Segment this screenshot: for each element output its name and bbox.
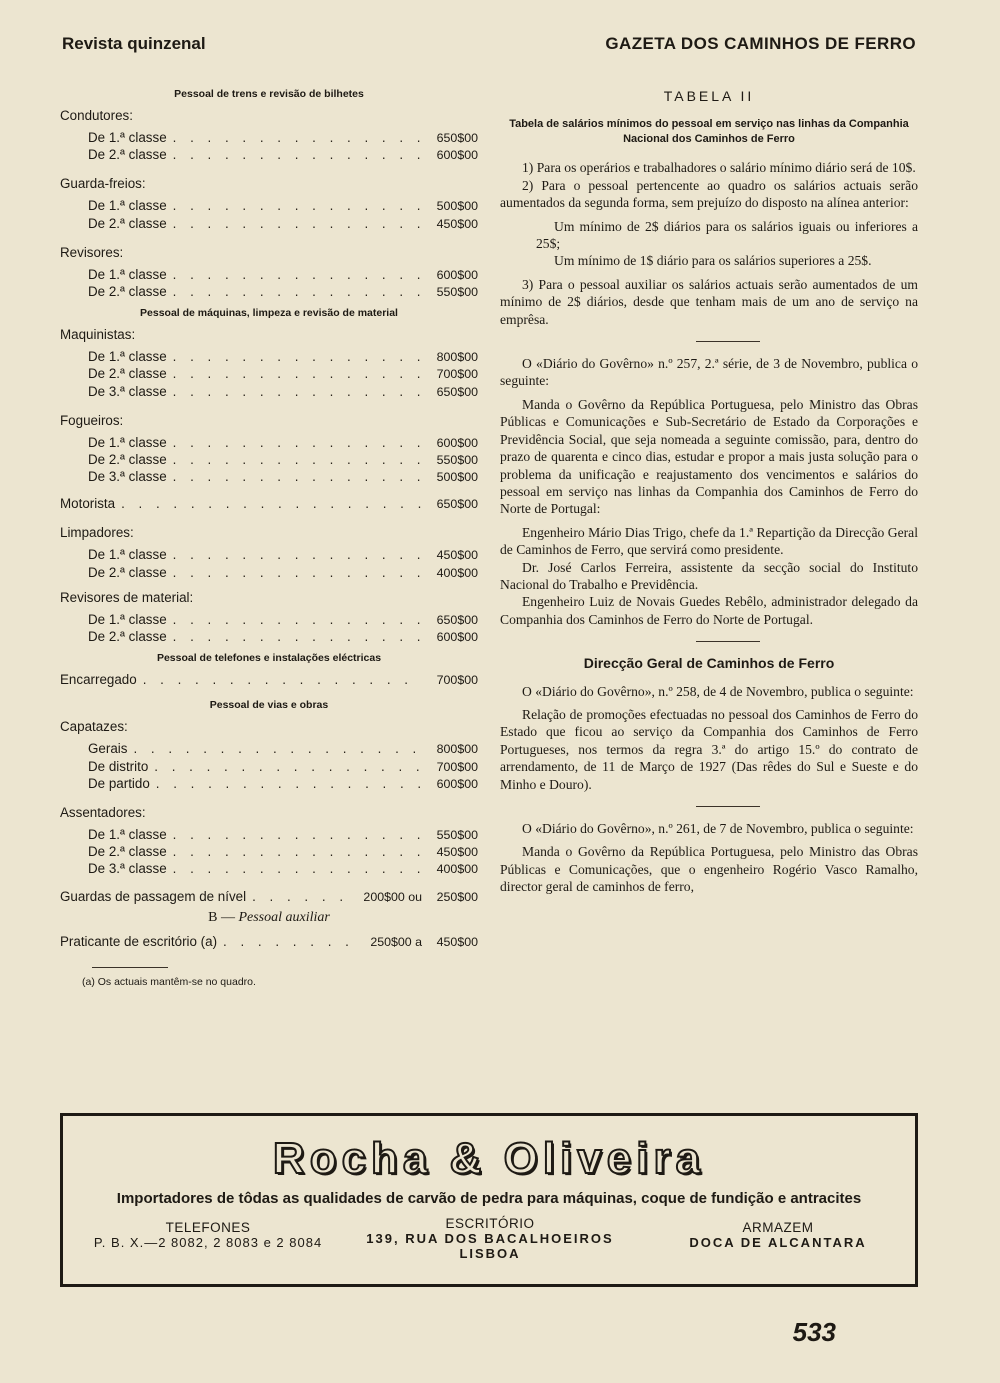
row-label: De 3.ª classe bbox=[88, 383, 167, 399]
row-label: De distrito bbox=[88, 758, 149, 774]
paragraph: O «Diário do Govêrno» n.º 257, 2.ª série, de 3 de Novembro, publica o seguinte: bbox=[500, 356, 918, 389]
row-label: De 1.ª classe bbox=[88, 130, 167, 145]
separator-rule bbox=[696, 806, 760, 807]
leader-dots bbox=[173, 629, 422, 644]
row-value: 700$00 bbox=[436, 367, 478, 382]
section-title: Pessoal de trens e revisão de bilhetes bbox=[174, 88, 364, 100]
row-value: 600$00 bbox=[436, 435, 478, 450]
table-row bbox=[60, 565, 478, 582]
paragraph: Engenheiro Luiz de Novais Guedes Rebêlo, administrador delegado da Companhia dos Caminhos de Ferro do Norte de Portugal. bbox=[500, 594, 918, 627]
row-label: De 2.ª classe bbox=[88, 629, 167, 644]
row-label: De 2.ª classe bbox=[88, 451, 167, 467]
ad-tel-value: P. B. X.—2 8082, 2 8083 e 2 8084 bbox=[93, 1235, 323, 1250]
header-left: Revista quinzenal bbox=[62, 34, 206, 53]
ad-office-address: 139, RUA DOS BACALHOEIROS bbox=[366, 1231, 614, 1246]
paragraph: 3) Para o pessoal auxiliar os salários actuais serão aumentados de um mínimo de 2$ diários, desde que tenham mais de um ano de serviço na emprêsa. bbox=[500, 276, 918, 327]
table-row bbox=[60, 469, 478, 486]
row-label: Encarregado bbox=[60, 672, 137, 688]
leader-dots bbox=[143, 672, 422, 687]
leader-dots bbox=[173, 827, 422, 842]
leader-dots bbox=[173, 198, 422, 213]
row-value: 600$00 bbox=[436, 267, 478, 282]
group-label: Assentadores: bbox=[60, 804, 146, 820]
tabela-title: TABELA II bbox=[663, 88, 755, 104]
leader-dots bbox=[252, 889, 356, 904]
leader-dots bbox=[121, 496, 422, 511]
table-row bbox=[60, 198, 478, 215]
group-label: Maquinistas: bbox=[60, 327, 136, 343]
group-label: Condutores: bbox=[60, 108, 133, 123]
ad-telephones bbox=[73, 1220, 343, 1250]
leader-dots bbox=[173, 384, 422, 399]
table-row bbox=[60, 759, 478, 776]
section-title: Pessoal de telefones e instalações eléctricas bbox=[156, 652, 382, 665]
row-label: De 1.ª classe bbox=[88, 547, 167, 563]
table-row bbox=[60, 629, 478, 646]
section-title: Pessoal de vias e obras bbox=[209, 699, 329, 712]
leader-dots bbox=[173, 267, 422, 282]
row-value: 600$00 bbox=[436, 630, 478, 644]
table-row bbox=[60, 672, 478, 689]
row-value: 550$00 bbox=[436, 284, 478, 299]
footnote: (a) Os actuais mantêm-se no quadro. bbox=[82, 975, 256, 988]
row-label: De 3.ª classe bbox=[88, 469, 167, 485]
row-value: 700$00 bbox=[436, 673, 478, 688]
page-number: 533 bbox=[792, 1317, 836, 1347]
table-row bbox=[60, 147, 478, 164]
paragraph: 2) Para o pessoal pertencente ao quadro os salários actuais serão aumentados da segunda forma, sem prejuízo do disposto na alínea anterior: bbox=[500, 177, 918, 211]
row-value: 550$00 bbox=[436, 452, 478, 467]
row-value: 500$00 bbox=[436, 470, 478, 485]
table-row bbox=[60, 889, 478, 906]
leader-dots bbox=[156, 776, 422, 791]
ad-warehouse-label: ARMAZEM bbox=[742, 1220, 814, 1235]
subsection-b-heading bbox=[60, 910, 478, 926]
tabela-subtitle: Tabela de salários mínimos do pessoal em serviço nas linhas da Companhia Nacional dos Caminhos de Ferro bbox=[509, 118, 909, 146]
row-value: 450$00 bbox=[436, 845, 478, 860]
row-value: 800$00 bbox=[436, 350, 478, 365]
row-value: 600$00 bbox=[436, 148, 478, 163]
salary-table-column bbox=[60, 88, 478, 988]
table-row bbox=[60, 827, 478, 844]
paragraph: Engenheiro Mário Dias Trigo, chefe da 1.ª Repartição da Direcção Geral de Caminhos de Ferro, que servirá como presidente. bbox=[500, 524, 918, 558]
leader-dots bbox=[173, 130, 422, 145]
ad-warehouse bbox=[647, 1220, 909, 1250]
table-row bbox=[60, 844, 478, 861]
table-row bbox=[60, 934, 478, 951]
leader-dots bbox=[173, 452, 422, 467]
ad-brand-name: Rocha & Oliveira bbox=[272, 1134, 706, 1183]
row-label: De 1.ª classe bbox=[88, 434, 167, 450]
row-label: De 1.ª classe bbox=[88, 826, 167, 842]
row-label: De 2.ª classe bbox=[88, 564, 167, 580]
row-value: 450$00 bbox=[436, 548, 478, 563]
row-value: 700$00 bbox=[436, 759, 478, 774]
group-label: Revisores: bbox=[60, 244, 124, 260]
section-title: Pessoal de máquinas, limpeza e revisão de material bbox=[140, 307, 398, 320]
leader-dots bbox=[173, 147, 422, 162]
row-value: 550$00 bbox=[436, 827, 478, 842]
paragraph: O «Diário do Govêrno», n.º 261, de 7 de Novembro, publica o seguinte: bbox=[522, 821, 914, 836]
table-row bbox=[60, 547, 478, 564]
group-label: Fogueiros: bbox=[60, 412, 124, 428]
subsection-prefix: B — bbox=[208, 909, 235, 925]
leader-dots bbox=[173, 216, 422, 231]
row-label: De 1.ª classe bbox=[88, 266, 167, 282]
row-value: 650$00 bbox=[436, 384, 478, 399]
row-label: De 1.ª classe bbox=[88, 349, 167, 365]
row-label: De 2.ª classe bbox=[88, 366, 167, 382]
leader-dots bbox=[173, 366, 422, 381]
leader-dots bbox=[173, 349, 422, 364]
paragraph: Manda o Govêrno da República Portuguesa, pelo Ministro das Obras Públicas e Comunicações e Sub-Secretário de Estado da Corporações e Previdência Social, que seja nomeada a seguinte comissão, para, dentro do prazo de quarenta e cinco dias, estudar e propor a mais justa solução para o problema da unificação e reajustamento dos vencimentos e salários do pessoal em serviço nas linhas da Companhia dos Caminhos de Ferro do Norte de Portugal: bbox=[500, 396, 918, 517]
row-value: 400$00 bbox=[436, 862, 478, 877]
leader-dots bbox=[173, 612, 422, 627]
row-label: Gerais bbox=[88, 741, 128, 757]
table-row bbox=[60, 435, 478, 452]
leader-dots bbox=[173, 435, 422, 450]
leader-dots bbox=[133, 741, 422, 756]
table-row bbox=[60, 861, 478, 878]
header-right: GAZETA DOS CAMINHOS DE FERRO bbox=[605, 34, 916, 53]
row-value: 250$00 bbox=[436, 889, 478, 904]
group-label: Guarda-freios: bbox=[60, 176, 146, 192]
paragraph: Um mínimo de 2$ diários para os salários iguais ou inferiores a 25$; bbox=[536, 218, 918, 252]
ad-tel-label: TELEFONES bbox=[165, 1220, 251, 1235]
separator-rule bbox=[696, 641, 760, 642]
table-row bbox=[60, 349, 478, 366]
table-row bbox=[60, 741, 478, 758]
leader-dots bbox=[173, 547, 422, 562]
table-row bbox=[60, 216, 478, 233]
row-value: 450$00 bbox=[436, 934, 478, 949]
ad-office-city: LISBOA bbox=[459, 1246, 521, 1261]
row-value: 650$00 bbox=[436, 131, 478, 145]
ad-warehouse-value: DOCA DE ALCANTARA bbox=[689, 1235, 867, 1250]
row-label: De 2.ª classe bbox=[88, 844, 167, 860]
table-row bbox=[60, 284, 478, 301]
row-value: 650$00 bbox=[436, 497, 478, 512]
table-row bbox=[60, 452, 478, 469]
ad-tagline: Importadores de tôdas as qualidades de carvão de pedra para máquinas, coque de fundição e antracites bbox=[116, 1190, 862, 1207]
table-row bbox=[60, 130, 478, 147]
separator-rule bbox=[696, 341, 760, 342]
leader-dots bbox=[173, 469, 422, 484]
row-value: 600$00 bbox=[436, 776, 478, 791]
advertisement-box bbox=[60, 1113, 918, 1287]
row-label: De 2.ª classe bbox=[88, 215, 167, 231]
table-row bbox=[60, 366, 478, 383]
group-label: Limpadores: bbox=[60, 525, 134, 541]
row-label: De 2.ª classe bbox=[88, 283, 167, 299]
article-column bbox=[500, 88, 918, 896]
row-label: De 1.ª classe bbox=[88, 198, 167, 214]
row-value: 500$00 bbox=[436, 199, 478, 214]
leader-dots bbox=[154, 759, 422, 774]
paragraph: Manda o Govêrno da República Portuguesa, pelo Ministro das Obras Públicas e Comunicações, que o engenheiro Rogério Vasco Ramalho, director geral de caminhos de ferro, bbox=[500, 844, 918, 895]
table-row bbox=[60, 267, 478, 284]
section-heading: Direcção Geral de Caminhos de Ferro bbox=[583, 655, 835, 672]
leader-dots bbox=[173, 861, 422, 876]
footnote-rule bbox=[92, 967, 168, 968]
row-prefix-value: 250$00 a bbox=[370, 934, 422, 949]
paragraph: Um mínimo de 1$ diário para os salários superiores a 25$. bbox=[554, 253, 872, 269]
row-label: De 1.ª classe bbox=[88, 611, 167, 627]
group-label: Revisores de material: bbox=[60, 589, 194, 605]
paragraph: Dr. José Carlos Ferreira, assistente da secção social do Instituto Nacional do Trabalho e Previdência. bbox=[500, 559, 918, 592]
group-label: Capatazes: bbox=[60, 719, 128, 735]
paragraph: 1) Para os operários e trabalhadores o salário mínimo diário será de 10$. bbox=[522, 160, 916, 176]
row-value: 650$00 bbox=[436, 612, 478, 627]
row-label: De 2.ª classe bbox=[88, 147, 167, 163]
paragraph: Relação de promoções efectuadas no pessoal dos Caminhos de Ferro do Estado que ficou ao serviço da Companhia dos Caminhos de Ferro Portugueses, nos termos da regra 3.ª do artigo 15.º do contrato de arrendamento, de 11 de Março de 1927 (Das rêdes do Sul e Sueste e do Minho e Douro). bbox=[500, 706, 918, 792]
table-row bbox=[60, 384, 478, 401]
ad-office-label: ESCRITÓRIO bbox=[445, 1216, 535, 1231]
subsection-title: Pessoal auxiliar bbox=[238, 909, 330, 925]
row-label: Motorista bbox=[60, 496, 116, 512]
row-label: De partido bbox=[88, 775, 150, 791]
leader-dots bbox=[173, 844, 422, 859]
row-label: Praticante de escritório (a) bbox=[60, 933, 218, 949]
ad-office bbox=[345, 1216, 635, 1261]
table-row bbox=[60, 776, 478, 793]
row-value: 450$00 bbox=[436, 216, 478, 231]
row-label: Guardas de passagem de nível bbox=[60, 888, 247, 904]
table-row bbox=[60, 612, 478, 629]
paragraph: O «Diário do Govêrno», n.º 258, de 4 de Novembro, publica o seguinte: bbox=[522, 683, 914, 699]
leader-dots bbox=[173, 284, 422, 299]
table-row bbox=[60, 496, 478, 513]
row-value: 800$00 bbox=[436, 742, 478, 757]
row-value: 400$00 bbox=[436, 565, 478, 580]
row-prefix-value: 200$00 ou bbox=[363, 889, 422, 904]
row-label: De 3.ª classe bbox=[88, 861, 167, 877]
leader-dots bbox=[223, 934, 356, 949]
leader-dots bbox=[173, 565, 422, 580]
